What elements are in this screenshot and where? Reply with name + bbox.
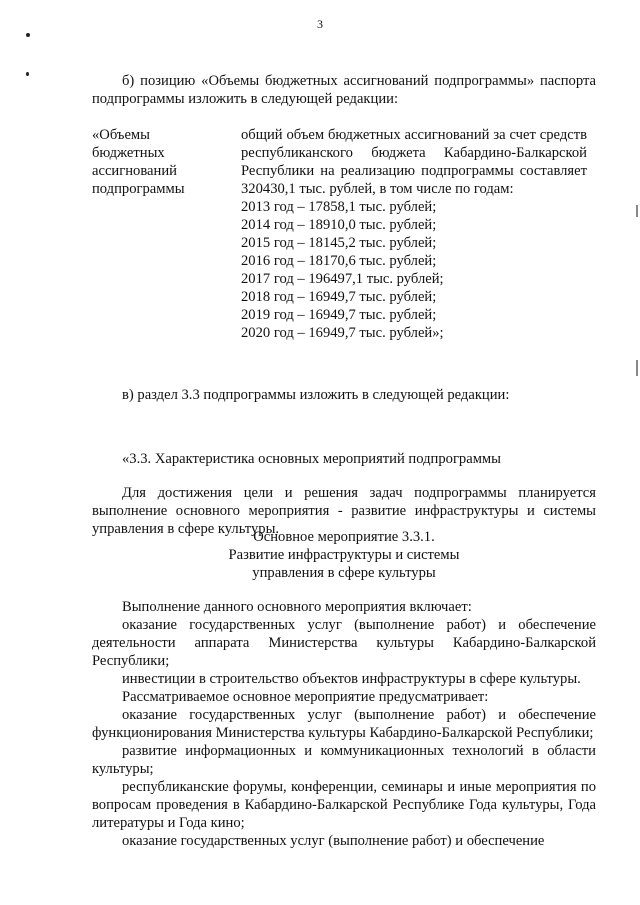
scan-edge-mark <box>636 360 638 376</box>
section-intro: в) раздел 3.3 подпрограммы изложить в следующей редакции: <box>122 387 510 403</box>
body-paragraph: республиканские форумы, конференции, семинары и иные мероприятия по вопросам проведения в Кабардино-Балкарской Республике Года культуры, Года литературы и Года кино; <box>92 779 596 831</box>
year-line: 2018 год – 16949,7 тыс. рублей; <box>241 289 437 305</box>
body-paragraph: оказание государственных услуг (выполнение работ) и обеспечение деятельности аппарата Министерства культуры Кабардино-Балкарской Республики; <box>92 617 596 669</box>
measure-heading <box>92 528 596 582</box>
body-paragraph: оказание государственных услуг (выполнение работ) и обеспечение функционирования Министерства культуры Кабардино-Балкарской Республики; <box>92 707 596 741</box>
measure-body <box>92 598 596 850</box>
intro-paragraph: б) позицию «Объемы бюджетных ассигнований подпрограммы» паспорта подпрограммы изложить в следующей редакции: <box>92 73 596 107</box>
year-line: 2017 год – 196497,1 тыс. рублей; <box>241 271 444 287</box>
year-line: 2019 год – 16949,7 тыс. рублей; <box>241 307 437 323</box>
spec-value <box>241 126 587 342</box>
measure-heading-line: Развитие инфраструктуры и системы <box>228 547 460 563</box>
body-paragraph: оказание государственных услуг (выполнение работ) и обеспечение <box>122 833 545 849</box>
body-paragraph: развитие информационных и коммуникационных технологий в области культуры; <box>92 743 596 777</box>
measure-heading-line: управления в сфере культуры <box>252 565 436 581</box>
spec-summary: общий объем бюджетных ассигнований за счет средств республиканского бюджета Кабардино-Балкарской Республики на реализацию подпрограммы составляет 320430,1 тыс. рублей, в том числе по годам: <box>241 127 587 197</box>
body-paragraph: Рассматриваемое основное мероприятие предусматривает: <box>122 689 489 705</box>
year-line: 2020 год – 16949,7 тыс. рублей»; <box>241 325 444 341</box>
scan-speck <box>26 72 29 76</box>
scan-edge-mark <box>636 205 638 217</box>
body-paragraph: инвестиции в строительство объектов инфраструктуры в сфере культуры. <box>122 671 581 687</box>
goal-paragraph: Для достижения цели и решения задач подпрограммы планируется выполнение основного мероприятия - развитие инфраструктуры и системы управления в сфере культуры. <box>92 485 596 537</box>
section-title: «3.3. Характеристика основных мероприятий подпрограммы <box>122 451 501 467</box>
page-number: 3 <box>317 17 323 31</box>
spec-label: «Объемы бюджетных ассигнований подпрограммы <box>92 127 185 197</box>
year-line: 2013 год – 17858,1 тыс. рублей; <box>241 199 437 215</box>
year-line: 2016 год – 18170,6 тыс. рублей; <box>241 253 437 269</box>
measure-heading-line: Основное мероприятие 3.3.1. <box>253 529 435 545</box>
scan-speck <box>26 33 30 37</box>
year-line: 2015 год – 18145,2 тыс. рублей; <box>241 235 437 251</box>
year-line: 2014 год – 18910,0 тыс. рублей; <box>241 217 437 233</box>
body-paragraph: Выполнение данного основного мероприятия включает: <box>122 599 472 615</box>
